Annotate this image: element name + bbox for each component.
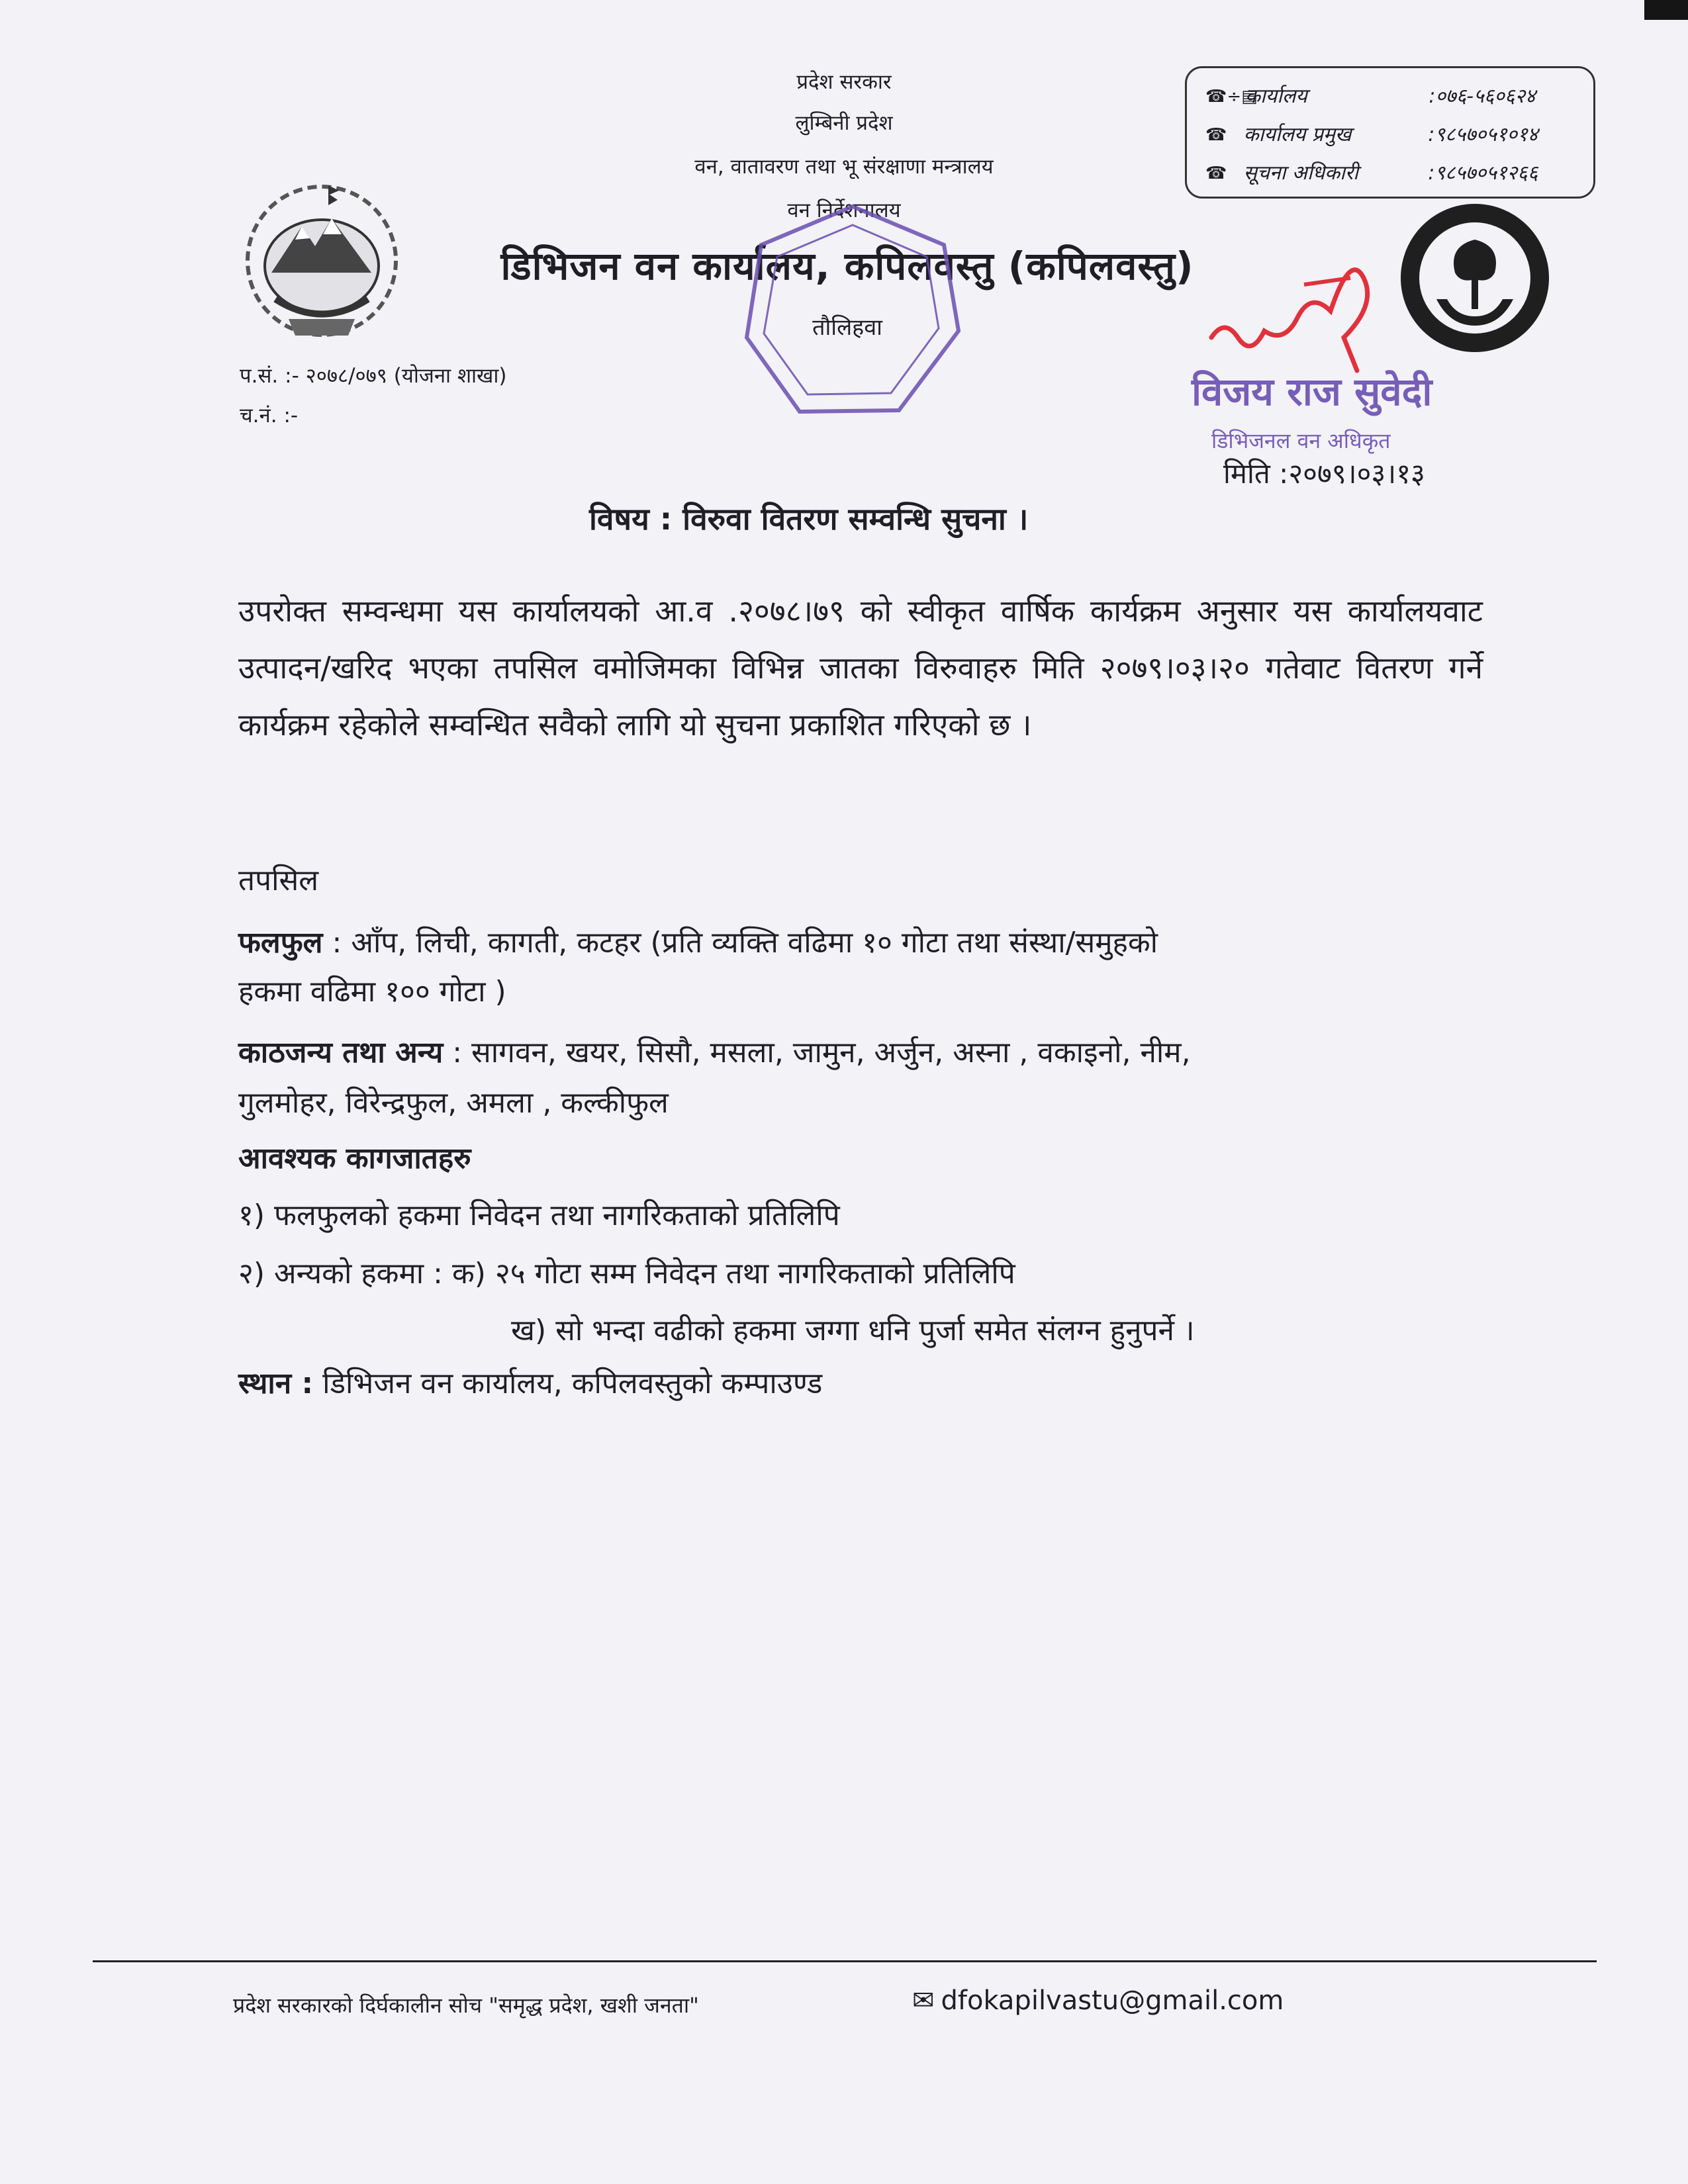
document-item-1: १) फलफुलको हकमा निवेदन तथा नागरिकताको प्रतिलिपि bbox=[238, 1199, 840, 1232]
document-item-2: २) अन्यको हकमा : क) २५ गोटा सम्म निवेदन तथा नागरिकताको प्रतिलिपि bbox=[238, 1257, 1015, 1291]
office-title: डिभिजन वन कार्यालय, कपिलवस्तु (कपिलवस्तु) bbox=[500, 244, 1194, 289]
details-heading: तपसिल bbox=[238, 864, 319, 897]
place-text: डिभिजन वन कार्यालय, कपिलवस्तुको कम्पाउण्ड bbox=[313, 1367, 823, 1400]
contact-row-info-officer bbox=[1205, 154, 1593, 193]
scan-edge-mark bbox=[1644, 0, 1688, 20]
forest-department-logo bbox=[1397, 200, 1553, 356]
letter-date: मिति :२०७९।०३।१३ bbox=[1223, 457, 1425, 490]
office-seal-stamp bbox=[733, 199, 972, 424]
footer-divider bbox=[93, 1960, 1597, 1962]
footer-email[interactable]: dfokapilvastu@gmail.com bbox=[941, 1985, 1284, 2016]
office-location: तौलिहवा bbox=[812, 314, 882, 341]
timber-label: काठजन्य तथा अन्य bbox=[238, 1036, 444, 1069]
dispatch-number: च.नं. :- bbox=[240, 404, 299, 428]
footer-email-block bbox=[912, 1985, 1284, 2016]
timber-text: : सागवन, खयर, सिसौ, मसला, जामुन, अर्जुन, अस्ना , वकाइनो, नीम, bbox=[443, 1036, 1191, 1069]
contact-box bbox=[1185, 66, 1595, 199]
phone-fax-icon: ☎÷▤ bbox=[1205, 87, 1258, 107]
footer-slogan: प्रदेश सरकारको दिर्घकालीन सोच "समृद्ध प्रदेश, खशी जनता" bbox=[233, 1993, 699, 2018]
timber-text-continued: गुलमोहर, विरेन्द्रफुल, अमला , कल्कीफुल bbox=[238, 1086, 669, 1120]
contact-label: सूचना अधिकारी bbox=[1243, 161, 1358, 185]
place-label: स्थान : bbox=[238, 1367, 314, 1400]
contact-row-office bbox=[1205, 77, 1593, 116]
letter-subject: विषय : विरुवा वितरण सम्वन्धि सुचना । bbox=[589, 501, 1029, 537]
reference-number: प.सं. :- २०७८/०७९ (योजना शाखा) bbox=[240, 364, 507, 388]
nepal-emblem-icon bbox=[229, 173, 414, 345]
signatory-name-stamp: विजय राज सुवेदी bbox=[1192, 369, 1432, 414]
contact-value: :०७६-५६०६२४ bbox=[1429, 85, 1536, 108]
fruit-text-continued: हकमा वढिमा १०० गोटा ) bbox=[238, 975, 506, 1009]
phone-icon: ☎ bbox=[1205, 163, 1227, 183]
contact-label: कार्यालय प्रमुख bbox=[1243, 123, 1352, 146]
documents-heading: आवश्यक कागजातहरु bbox=[238, 1142, 471, 1175]
header-province: लुम्बिनी प्रदेश bbox=[795, 111, 893, 135]
timber-line bbox=[238, 1032, 1483, 1073]
contact-label: कार्यालय bbox=[1245, 85, 1307, 108]
contact-value: :९८५७०५१२६६ bbox=[1428, 161, 1538, 185]
header-government: प्रदेश सरकार bbox=[796, 70, 892, 94]
fruit-line bbox=[238, 923, 1483, 964]
document-item-3: ख) सो भन्दा वढीको हकमा जग्गा धनि पुर्जा समेत संलग्न हुनुपर्ने । bbox=[511, 1314, 1195, 1347]
envelope-icon: ✉ bbox=[912, 1985, 935, 2016]
handwritten-signature bbox=[1198, 238, 1397, 384]
place-line bbox=[238, 1363, 822, 1404]
contact-row-head bbox=[1205, 116, 1593, 154]
contact-value: :९८५७०५१०१४ bbox=[1428, 123, 1538, 146]
body-paragraph: उपरोक्त सम्वन्धमा यस कार्यालयको आ.व .२०७८।७९ को स्वीकृत वार्षिक कार्यक्रम अनुसार यस कार्यालयवाट उत्पादन/खरिद भएका तपसिल वमोजिमका विभिन्न जातका विरुवाहरु मिति २०७९।०३।२० गतेवाट वितरण गर्ने कार्यक्रम रहेकोले सम्वन्धित सवैको लागि यो सुचना प्रकाशित गरिएको छ । bbox=[238, 593, 1483, 743]
fruit-label: फलफुल bbox=[238, 926, 323, 960]
phone-icon: ☎ bbox=[1205, 125, 1227, 145]
header-ministry: वन, वातावरण तथा भू संरक्षाणा मन्त्रालय bbox=[694, 155, 994, 179]
fruit-text: : आँप, लिची, कागती, कटहर (प्रति व्यक्ति वढिमा १० गोटा तथा संस्था/समुहको bbox=[322, 926, 1158, 960]
header-directorate: वन निर्देशनालय bbox=[787, 199, 901, 222]
signatory-title-stamp: डिभिजनल वन अधिकृत bbox=[1211, 428, 1391, 453]
